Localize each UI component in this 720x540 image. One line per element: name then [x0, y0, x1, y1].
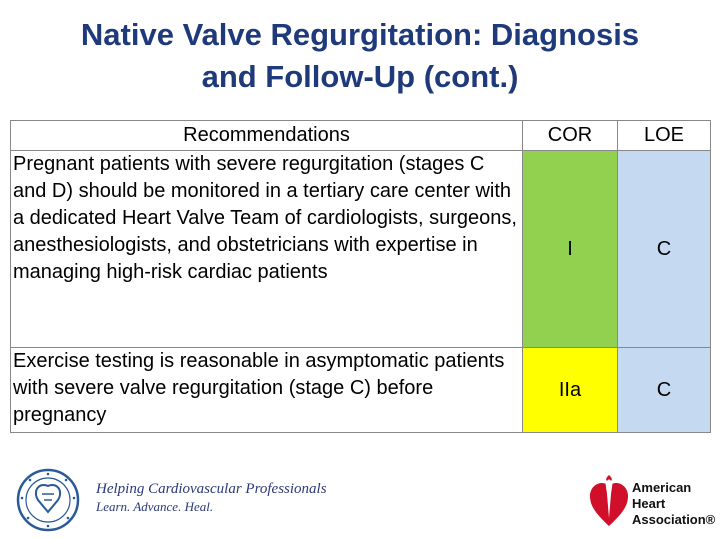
aha-heart-torch-logo [588, 474, 630, 532]
slide-title [0, 14, 720, 98]
loe-cell: C [618, 348, 711, 433]
cor-cell: I [523, 151, 618, 348]
acc-tagline-line-1: Helping Cardiovascular Professionals [96, 481, 327, 497]
slide-title-line-2: and Follow-Up (cont.) [201, 59, 519, 94]
acc-seal-logo [16, 468, 80, 532]
aha-wordmark-line-1: American [632, 480, 692, 495]
aha-wordmark-line-2: Heart [632, 496, 666, 511]
recommendation-text: Pregnant patients with severe regurgitation (stages C and D) should be monitored in a tertiary care center with a dedicated Heart Valve Team of cardiologists, surgeons, anesthesiologists, and obstetricians with expertise in managing high-risk cardiac patients [11, 151, 523, 348]
loe-cell: C [618, 151, 711, 348]
table-row [11, 348, 711, 433]
acc-tagline-line-2: Learn. Advance. Heal. [96, 499, 214, 514]
cor-cell: IIa [523, 348, 618, 433]
header-cor: COR [523, 121, 618, 151]
header-loe: LOE [618, 121, 711, 151]
table-header-row [11, 121, 711, 151]
recommendation-text: Exercise testing is reasonable in asymptomatic patients with severe valve regurgitation (stage C) before pregnancy [11, 348, 523, 433]
recommendations-table [10, 120, 711, 433]
table-row [11, 151, 711, 348]
slide-title-line-1: Native Valve Regurgitation: Diagnosis [80, 17, 640, 52]
acc-tagline [96, 480, 327, 516]
header-recommendations: Recommendations [11, 121, 523, 151]
aha-wordmark [632, 480, 715, 528]
aha-wordmark-line-3: Association® [632, 512, 716, 527]
